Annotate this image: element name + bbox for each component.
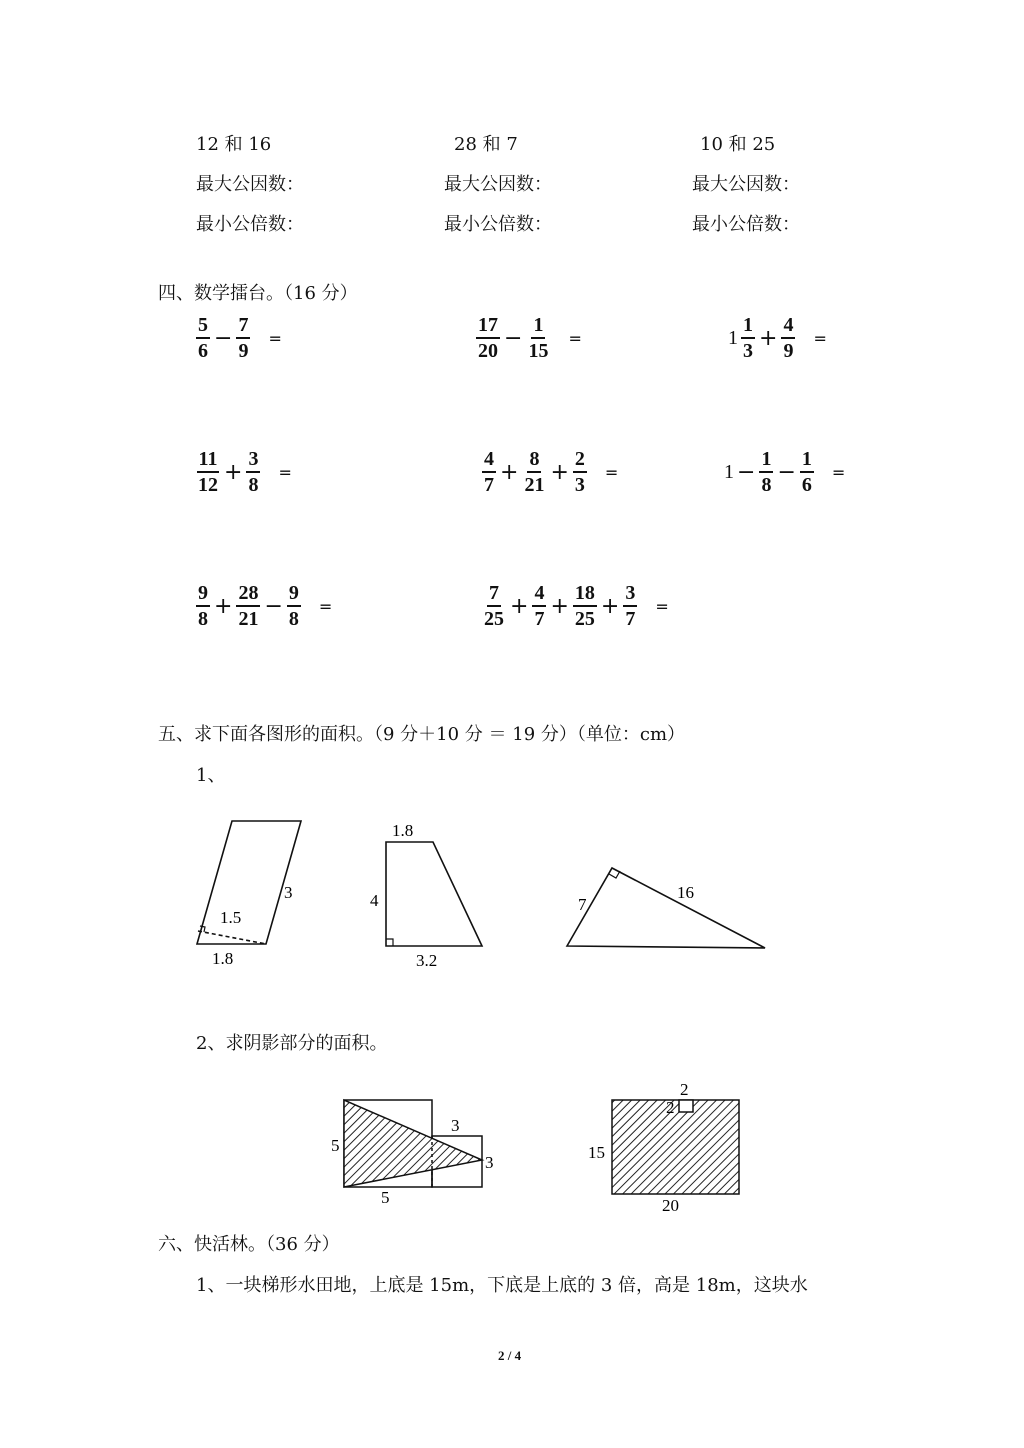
section5-sub2: 2、求阴影部分的面积。 bbox=[196, 1033, 388, 1054]
trapezoid-height-label: 4 bbox=[370, 891, 379, 910]
expr-1: $\frac{5}{6}$ − $\frac{7}{9}$ = bbox=[198, 314, 282, 362]
section5-title: 五、求下面各图形的面积。（9 分＋10 分 ＝ 19 分）（单位：cm） bbox=[158, 724, 686, 745]
fig4-left-label: 5 bbox=[331, 1136, 340, 1155]
section4-title: 四、数学擂台。（16 分） bbox=[158, 283, 358, 304]
fig4-small-top-label: 3 bbox=[451, 1116, 460, 1135]
expr-4: $\frac{11}{12}$ + $\frac{3}{8}$ = bbox=[198, 448, 292, 496]
pair-2: 28 和 7 bbox=[454, 134, 518, 155]
gcf-label-3: 最大公因数： bbox=[692, 174, 800, 195]
expr-6: 1 − $\frac{1}{8}$ − $\frac{1}{6}$ = bbox=[724, 448, 846, 496]
parallelogram-height-label: 1.5 bbox=[220, 908, 242, 927]
expr-3: 1 $\frac{1}{3}$ + $\frac{4}{9}$ = bbox=[728, 314, 827, 362]
fig5-top-label: 2 bbox=[680, 1080, 689, 1099]
expr-5: $\frac{4}{7}$ + $\frac{8}{21}$ + $\frac{2}{3}$ = bbox=[484, 448, 619, 496]
pair-3: 10 和 25 bbox=[700, 134, 776, 155]
expr-2: $\frac{17}{20}$ − $\frac{1}{15}$ = bbox=[478, 314, 582, 362]
fig5-bottom-label: 20 bbox=[662, 1196, 679, 1215]
lcm-label-1: 最小公倍数： bbox=[196, 214, 304, 235]
expr-8: $\frac{7}{25}$ + $\frac{4}{7}$ + $\frac{18}{25}$ + $\frac{3}{7}$ = bbox=[484, 582, 669, 630]
lcm-label-3: 最小公倍数： bbox=[692, 214, 800, 235]
parallelogram-side-label: 3 bbox=[284, 883, 293, 902]
gcf-label-2: 最大公因数： bbox=[444, 174, 552, 195]
triangle-leg2-label: 16 bbox=[677, 883, 694, 902]
lcm-label-2: 最小公倍数： bbox=[444, 214, 552, 235]
square-triangle-figure bbox=[344, 1100, 482, 1187]
trapezoid-bottom-label: 3.2 bbox=[416, 951, 438, 970]
gcf-label-1: 最大公因数： bbox=[196, 174, 304, 195]
section6-title: 六、快活林。（36 分） bbox=[158, 1234, 340, 1255]
triangle-leg1-label: 7 bbox=[578, 895, 587, 914]
parallelogram-base-label: 1.8 bbox=[212, 949, 234, 968]
trapezoid-top-label: 1.8 bbox=[392, 821, 414, 840]
section5-sub1: 1、 bbox=[196, 765, 226, 786]
fig5-notch-label: 2 bbox=[666, 1098, 675, 1117]
fig5-left-label: 15 bbox=[588, 1143, 605, 1162]
expr-7: $\frac{9}{8}$ + $\frac{28}{21}$ − $\frac{9}{8}$ = bbox=[198, 582, 333, 630]
pair-1: 12 和 16 bbox=[196, 134, 272, 155]
page-number: 2 / 4 bbox=[498, 1348, 522, 1363]
fig4-small-right-label: 3 bbox=[485, 1153, 494, 1172]
section6-question-1: 1、一块梯形水田地，上底是 15m，下底是上底的 3 倍，高是 18m，这块水 bbox=[196, 1275, 808, 1296]
fig4-bottom-label: 5 bbox=[381, 1188, 390, 1207]
shaded-rectangle-figure bbox=[612, 1100, 739, 1194]
